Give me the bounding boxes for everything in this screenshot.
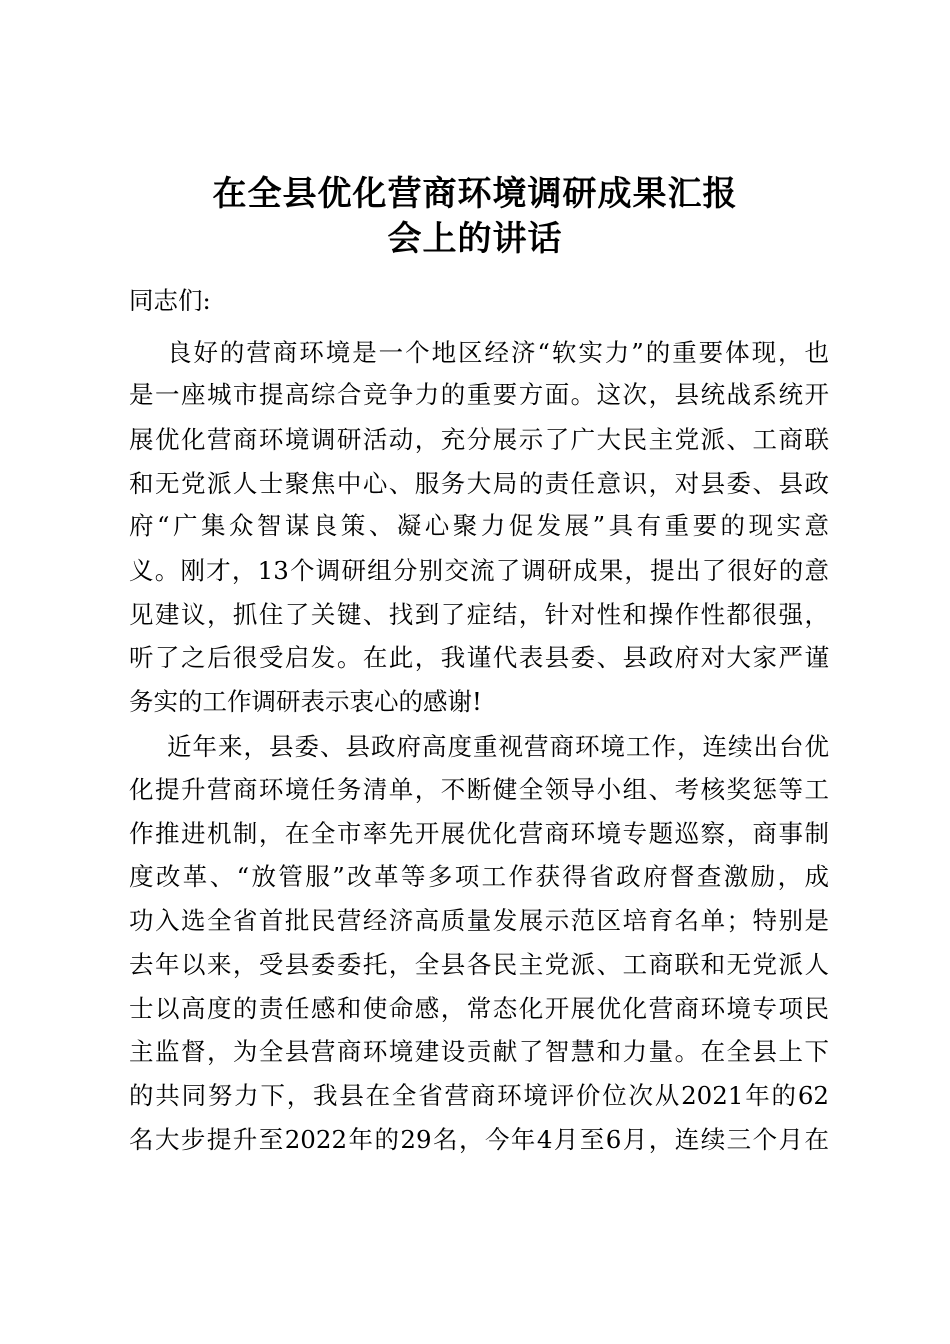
- paragraph-2-line-10: 名大步提升至2022年的29名，今年4月至6月，连续三个月在: [129, 1125, 829, 1154]
- paragraph-1-line-4: 和无党派人士聚焦中心、服务大局的责任意识，对县委、县政: [129, 469, 829, 498]
- paragraph-2-line-1: 近年来，县委、县政府高度重视营商环境工作，连续出台优: [167, 732, 829, 761]
- paragraph-1-line-8: 听了之后很受启发。在此，我谨代表县委、县政府对大家严谨: [129, 643, 829, 672]
- paragraph-1-line-5: 府“广集众智谋良策、凝心聚力促发展”具有重要的现实意: [129, 511, 829, 540]
- document-title-line-2: 会上的讲话: [387, 219, 563, 259]
- paragraph-2-line-7: 士以高度的责任感和使命感，常态化开展优化营商环境专项民: [129, 994, 829, 1023]
- paragraph-1-line-2: 是一座城市提高综合竞争力的重要方面。这次，县统战系统开: [129, 380, 829, 409]
- paragraph-2-line-5: 功入选全省首批民营经济高质量发展示范区培育名单；特别是: [129, 906, 829, 935]
- paragraph-1-line-3: 展优化营商环境调研活动，充分展示了广大民主党派、工商联: [129, 425, 829, 454]
- document-title-line-1: 在全县优化营商环境调研成果汇报: [212, 174, 738, 214]
- paragraph-2-line-2: 化提升营商环境任务清单，不断健全领导小组、考核奖惩等工: [129, 775, 829, 804]
- paragraph-2-line-4: 度改革、“放管服”改革等多项工作获得省政府督查激励，成: [129, 862, 829, 891]
- paragraph-1-line-1: 良好的营商环境是一个地区经济“软实力”的重要体现，也: [167, 338, 829, 367]
- paragraph-2-line-8: 主监督，为全县营商环境建设贡献了智慧和力量。在全县上下: [129, 1037, 829, 1066]
- paragraph-2-line-6: 去年以来，受县委委托，全县各民主党派、工商联和无党派人: [129, 950, 829, 979]
- paragraph-1-line-9: 务实的工作调研表示衷心的感谢!: [129, 687, 482, 716]
- salutation: 同志们:: [129, 286, 211, 315]
- paragraph-2-line-3: 作推进机制，在全市率先开展优化营商环境专题巡察，商事制: [129, 819, 829, 848]
- paragraph-1-line-7: 见建议，抓住了关键、找到了症结，针对性和操作性都很强，: [129, 600, 829, 629]
- paragraph-2-line-9: 的共同努力下，我县在全省营商环境评价位次从2021年的62: [129, 1081, 829, 1110]
- paragraph-1-line-6: 义。刚才，13个调研组分别交流了调研成果，提出了很好的意: [129, 556, 829, 585]
